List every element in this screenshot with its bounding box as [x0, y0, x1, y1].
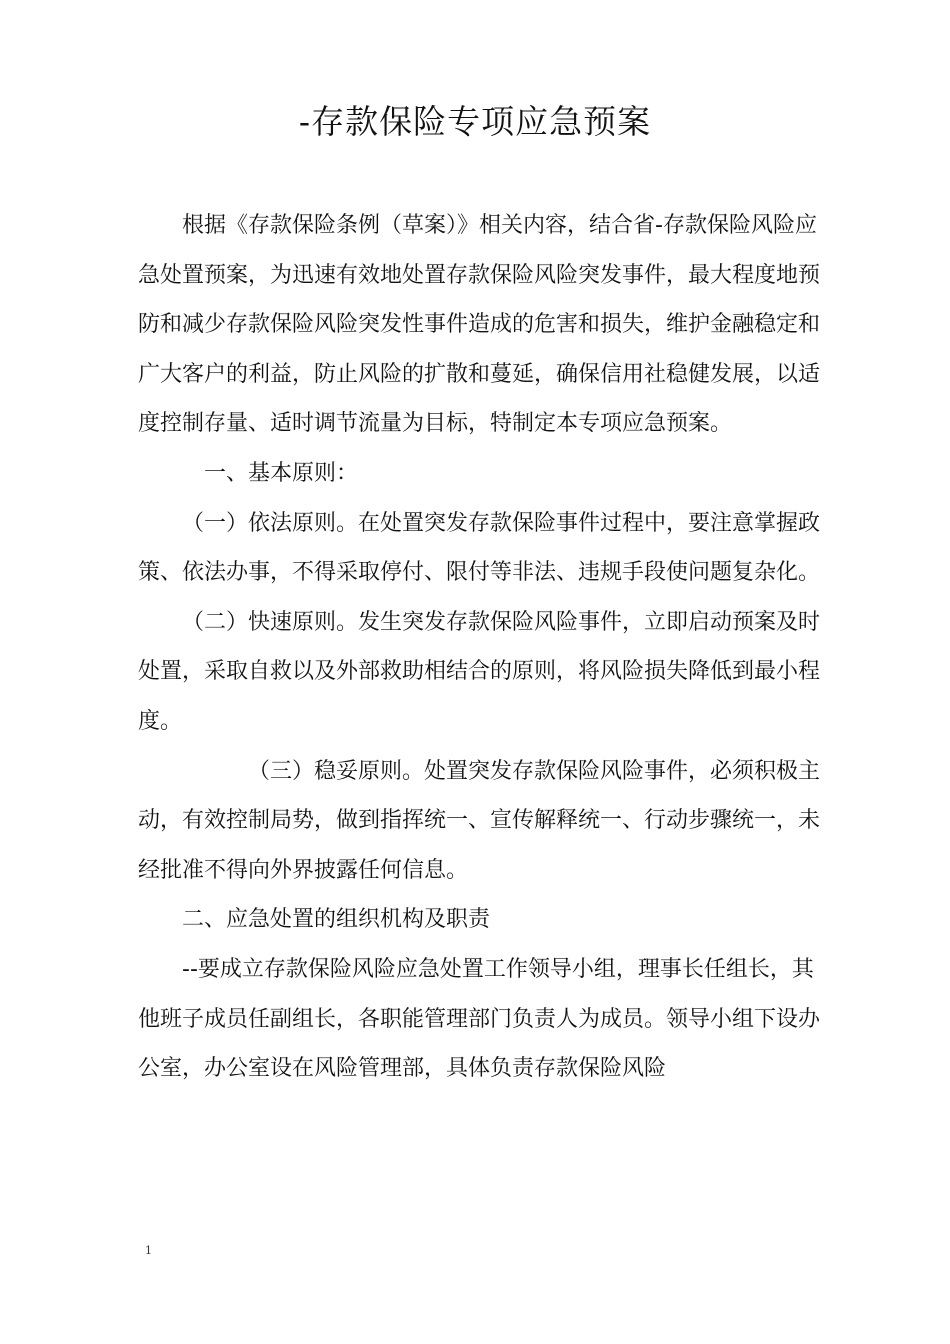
- paragraph-principle-steady: （三）稳妥原则。处置突发存款保险风险事件，必须积极主动，有效控制局势，做到指挥统一、宣传解释统一、行动步骤统一，未经批准不得向外界披露任何信息。: [138, 758, 821, 883]
- document-title: -存款保险专项应急预案: [298, 102, 652, 141]
- paragraph-principle-legal: （一）依法原则。在处置突发存款保险事件过程中，要注意掌握政策、依法办事，不得采取停付、限付等非法、违规手段使问题复杂化。: [138, 510, 821, 586]
- document-body: [138, 201, 822, 1094]
- paragraph-principle-fast: （二）快速原则。发生突发存款保险风险事件，立即启动预案及时处置，采取自救以及外部救助相结合的原则，将风险损失降低到最小程度。: [138, 609, 821, 734]
- page-number: 1: [145, 1244, 152, 1257]
- paragraph-organization: --要成立存款保险风险应急处置工作领导小组，理事长任组长，其他班子成员任副组长，各职能管理部门负责人为成员。领导小组下设办公室，办公室设在风险管理部，具体负责存款保险风险: [138, 956, 821, 1082]
- section-heading-basic-principles: 一、基本原则：: [204, 460, 359, 486]
- paragraph-intro: 根据《存款保险条例（草案）》相关内容，结合省-存款保险风险应急处置预案，为迅速有效地处置存款保险风险突发事件，最大程度地预防和减少存款保险风险突发性事件造成的危害和损失，维护金融稳定和广大客户的利益，防止风险的扩散和蔓延，确保信用社稳健发展，以适度控制存量、适时调节流量为目标，特制定本专项应急预案。: [138, 213, 821, 437]
- section-heading-organization: 二、应急处置的组织机构及职责: [182, 907, 491, 933]
